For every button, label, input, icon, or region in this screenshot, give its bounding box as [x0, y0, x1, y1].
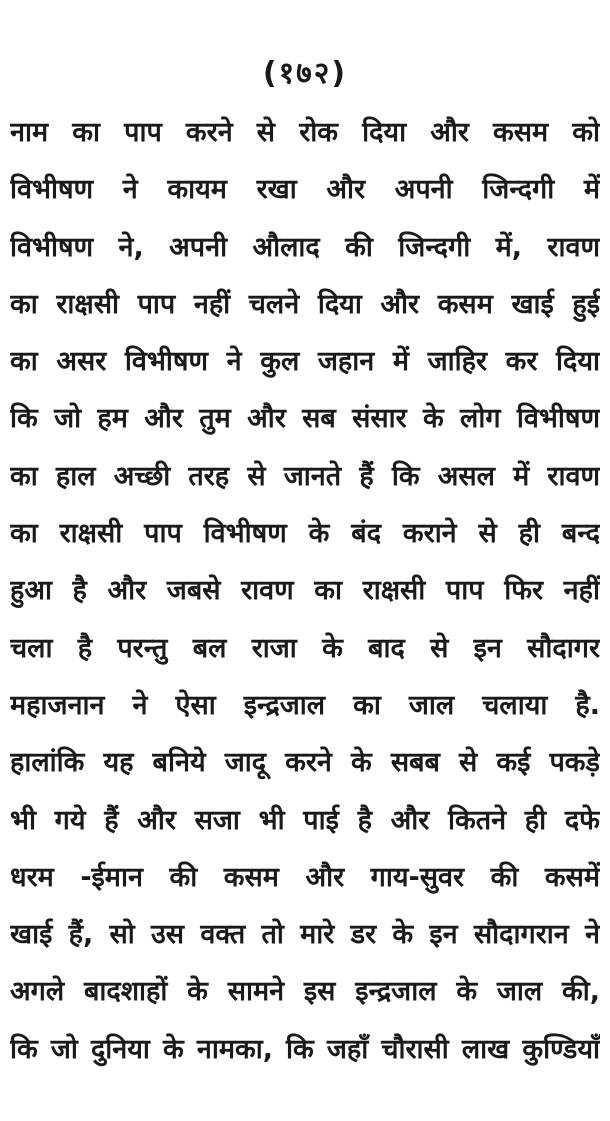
text-line: का हाल अच्छी तरह से जानते हैं कि असल में रावण [10, 460, 600, 492]
text-line: कि जो हम और तुम और सब संसार के लोग विभीषण [10, 403, 600, 435]
text-line: धरम -ईमान की कसम और गाय-सुवर की कसमें [10, 861, 600, 893]
text-line: चला है परन्तु बल राजा के बाद से इन सौदागर [10, 632, 600, 664]
text-line: कि जो दुनिया के नामका, कि जहाँ चौरासी लाख कुण्डियाँ [10, 1033, 600, 1065]
text-line: हुआ है और जबसे रावण का राक्षसी पाप फिर नहीं [10, 575, 600, 607]
text-line: महाजनान ने ऐसा इन्द्रजाल का जाल चलाया है. [10, 689, 600, 721]
text-line: विभीषण ने कायम रखा और अपनी जिन्दगी में [10, 174, 600, 206]
text-line: का राक्षसी पाप नहीं चलने दिया और कसम खाई हुई [10, 288, 600, 320]
text-line: विभीषण ने, अपनी औलाद की जिन्दगी में, रावण [10, 231, 600, 263]
text-line: नाम का पाप करने से रोक दिया और कसम को [10, 117, 600, 148]
page-number: (१७२) [262, 56, 348, 91]
text-line: का असर विभीषण ने कुल जहान में जाहिर कर दिया [10, 346, 600, 378]
body-text [10, 104, 600, 1078]
text-line: भी गये हैं और सजा भी पाई है और कितने ही दफे [10, 804, 600, 836]
text-line: हालांकि यह बनिये जादू करने के सबब से कई पकड़े [10, 747, 600, 779]
text-line: खाई हैं, सो उस वक्त तो मारे डर के इन सौदागरान ने [10, 919, 600, 951]
text-line: अगले बादशाहों के सामने इस इन्द्रजाल के जाल की, [10, 976, 600, 1008]
text-line: का राक्षसी पाप विभीषण के बंद कराने से ही बन्द [10, 518, 600, 550]
